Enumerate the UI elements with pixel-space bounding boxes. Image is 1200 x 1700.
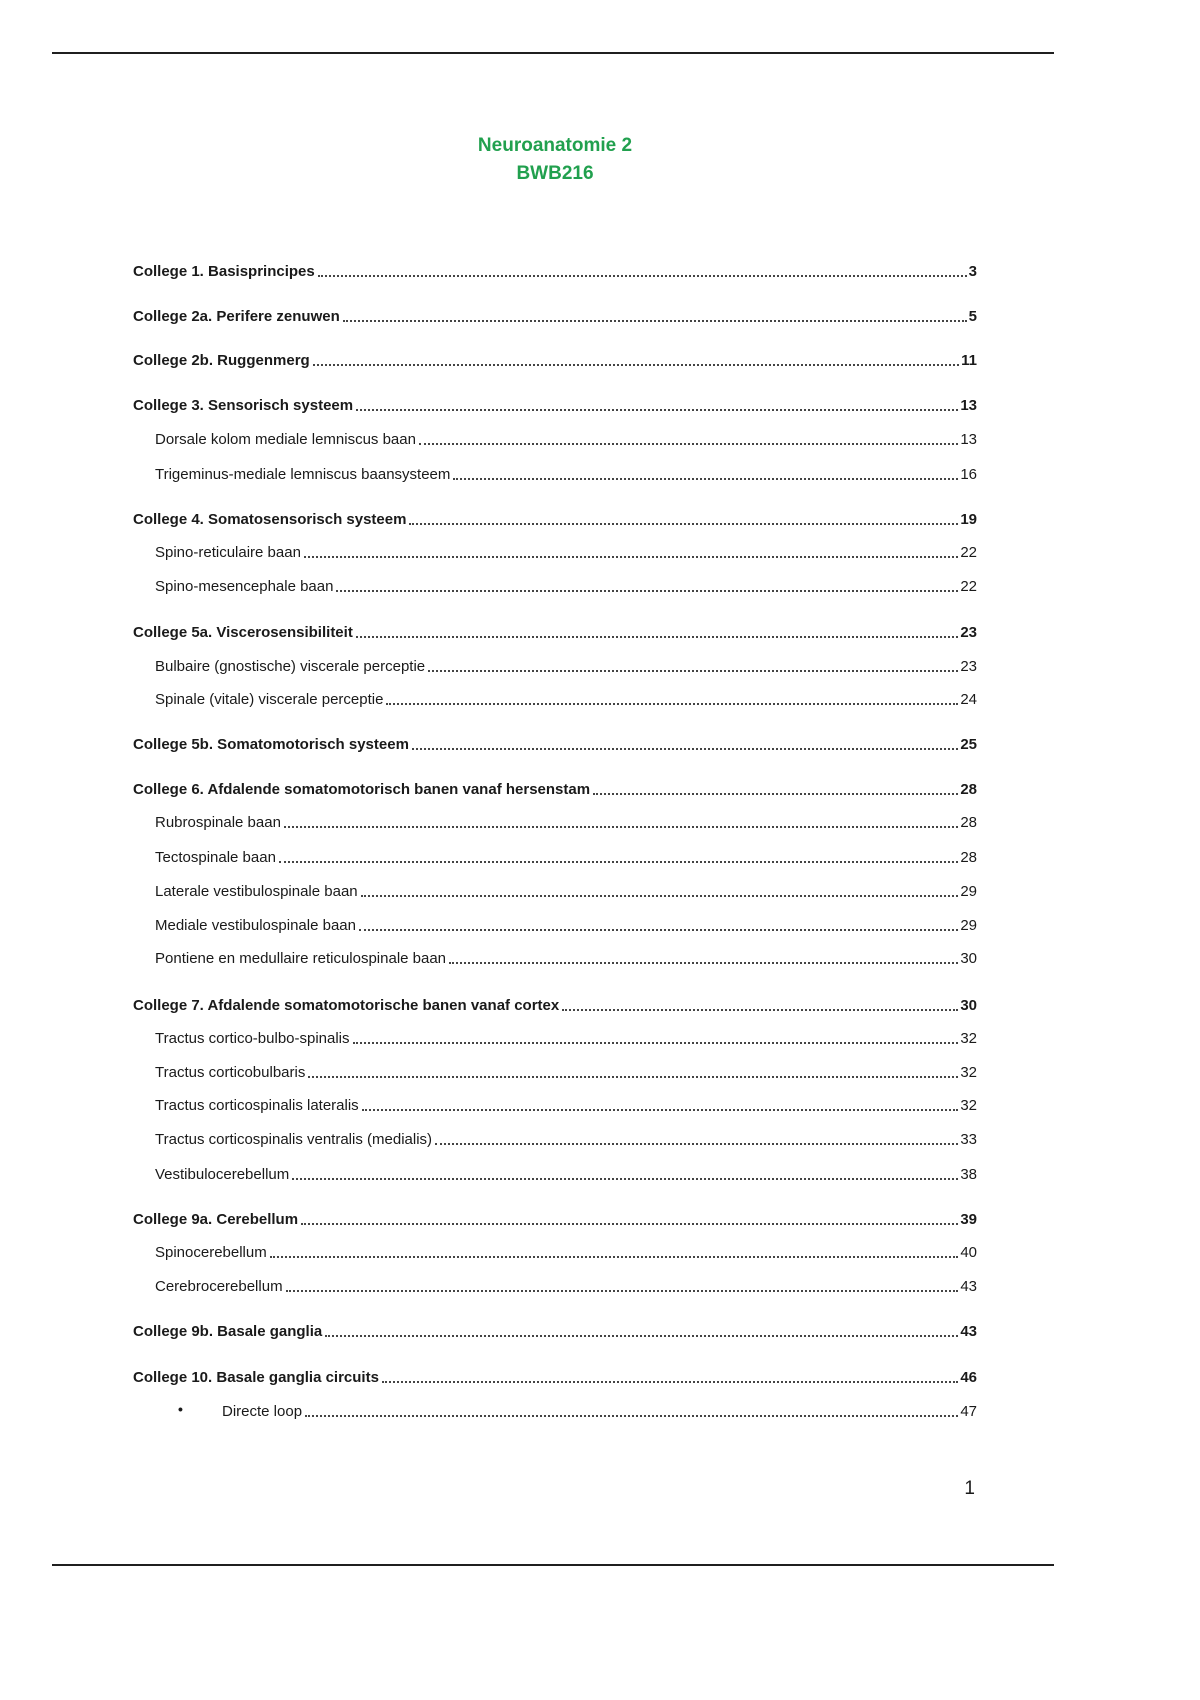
toc-dot-leader [562, 1009, 958, 1011]
toc-entry[interactable] [133, 389, 977, 415]
toc-dot-leader [412, 748, 958, 750]
toc-dot-leader [292, 1178, 958, 1180]
toc-entry[interactable] [155, 942, 977, 968]
toc-entry-label: Rubrospinale baan [155, 814, 281, 831]
toc-dot-leader [435, 1143, 958, 1145]
toc-dot-leader [453, 478, 958, 480]
toc-entry[interactable] [133, 728, 977, 754]
toc-entry-label: Tractus cortico-bulbo-spinalis [155, 1030, 350, 1047]
course-code: BWB216 [516, 163, 594, 184]
toc-entry-label: Mediale vestibulospinale baan [155, 917, 356, 934]
toc-entry-page: 29 [960, 883, 977, 900]
toc-entry-page: 19 [960, 511, 977, 528]
toc-entry[interactable] [155, 1270, 977, 1296]
toc-dot-leader [428, 670, 958, 672]
toc-dot-leader [356, 636, 958, 638]
toc-entry-label: Laterale vestibulospinale baan [155, 883, 358, 900]
toc-entry-label: College 5b. Somatomotorisch systeem [133, 736, 409, 753]
toc-entry[interactable] [133, 255, 977, 281]
toc-entry[interactable] [155, 909, 977, 935]
toc-entry-label: Tractus corticospinalis lateralis [155, 1097, 359, 1114]
toc-entry[interactable] [155, 536, 977, 562]
page-number: 1 [964, 1478, 975, 1499]
toc-dot-leader [361, 895, 959, 897]
toc-dot-leader [409, 523, 958, 525]
toc-entry-label: College 6. Afdalende somatomotorisch banen vanaf hersenstam [133, 781, 591, 798]
toc-entry[interactable] [155, 1236, 977, 1262]
toc-entry-page: 38 [960, 1166, 977, 1183]
toc-entry[interactable] [155, 683, 977, 709]
toc-entry-page: 13 [960, 431, 977, 448]
toc-entry-label: College 5a. Viscerosensibiliteit [133, 624, 353, 641]
bullet-icon: • [178, 1401, 183, 1417]
toc-entry-page: 32 [960, 1097, 977, 1114]
toc-dot-leader [318, 275, 967, 277]
toc-entry[interactable] [155, 650, 977, 676]
toc-entry-label: College 9b. Basale ganglia [133, 1323, 323, 1340]
toc-entry[interactable] [133, 773, 977, 799]
toc-entry-label: Trigeminus-mediale lemniscus baansysteem [155, 466, 451, 483]
toc-entry[interactable] [155, 570, 977, 596]
toc-entry-page: 22 [960, 544, 977, 561]
toc-entry[interactable] [155, 806, 977, 832]
toc-entry[interactable] [155, 1123, 977, 1149]
toc-dot-leader [419, 443, 958, 445]
toc-entry-label: Directe loop [222, 1403, 303, 1420]
toc-entry-page: 11 [961, 352, 977, 369]
toc-entry-page: 30 [960, 997, 977, 1014]
toc-dot-leader [305, 1415, 958, 1417]
toc-dot-leader [343, 320, 967, 322]
toc-dot-leader [353, 1042, 959, 1044]
toc-entry[interactable] [133, 503, 977, 529]
toc-entry[interactable] [133, 1361, 977, 1387]
toc-entry-label: Dorsale kolom mediale lemniscus baan [155, 431, 416, 448]
toc-entry-label: Tractus corticospinalis ventralis (medialis) [155, 1131, 433, 1148]
toc-entry-label: Spinocerebellum [155, 1244, 267, 1261]
toc-entry[interactable] [133, 1203, 977, 1229]
toc-dot-leader [284, 826, 958, 828]
toc-entry-page: 16 [960, 466, 977, 483]
toc-dot-leader [313, 364, 959, 366]
toc-entry-label: College 3. Sensorisch systeem [133, 397, 354, 414]
toc-entry-page: 47 [960, 1403, 977, 1420]
toc-entry[interactable] [155, 841, 977, 867]
toc-entry[interactable] [155, 1022, 977, 1048]
toc-dot-leader [362, 1109, 959, 1111]
toc-dot-leader [279, 861, 958, 863]
toc-entry[interactable] [133, 1315, 977, 1341]
toc-entry-page: 28 [960, 781, 977, 798]
toc-entry-label: Tractus corticobulbaris [155, 1064, 306, 1081]
toc-entry-page: 40 [960, 1244, 977, 1261]
toc-entry[interactable] [155, 1089, 977, 1115]
toc-dot-leader [325, 1335, 958, 1337]
toc-entry-page: 33 [960, 1131, 977, 1148]
toc-dot-leader [382, 1381, 958, 1383]
toc-entry-page: 43 [960, 1278, 977, 1295]
toc-entry-page: 13 [960, 397, 977, 414]
toc-entry-page: 23 [960, 624, 977, 641]
toc-entry-page: 24 [960, 691, 977, 708]
toc-dot-leader [301, 1223, 958, 1225]
toc-entry-page: 28 [960, 849, 977, 866]
toc-entry[interactable] [155, 875, 977, 901]
toc-entry-page: 32 [960, 1064, 977, 1081]
toc-entry-label: Pontiene en medullaire reticulospinale baan [155, 950, 447, 967]
toc-dot-leader [386, 703, 958, 705]
toc-entry[interactable] [155, 1158, 977, 1184]
toc-entry-page: 46 [960, 1369, 977, 1386]
toc-entry-label: College 9a. Cerebellum [133, 1211, 299, 1228]
toc-dot-leader [449, 962, 958, 964]
toc-entry-label: College 2b. Ruggenmerg [133, 352, 310, 369]
toc-entry-label: Vestibulocerebellum [155, 1166, 290, 1183]
toc-dot-leader [336, 590, 958, 592]
toc-entry[interactable] [222, 1395, 977, 1421]
toc-entry[interactable] [133, 616, 977, 642]
toc-dot-leader [308, 1076, 958, 1078]
toc-entry-label: College 1. Basisprincipes [133, 263, 315, 280]
toc-entry-label: College 7. Afdalende somatomotorische banen vanaf cortex [133, 997, 560, 1014]
toc-dot-leader [593, 793, 958, 795]
toc-entry[interactable] [133, 989, 977, 1015]
toc-entry-label: Spinale (vitale) viscerale perceptie [155, 691, 384, 708]
toc-entry-label: Cerebrocerebellum [155, 1278, 283, 1295]
toc-entry-page: 22 [960, 578, 977, 595]
toc-dot-leader [359, 929, 958, 931]
toc-entry[interactable] [133, 344, 977, 370]
toc-entry-page: 39 [960, 1211, 977, 1228]
document-title: Neuroanatomie 2 [477, 135, 633, 156]
toc-dot-leader [270, 1256, 959, 1258]
toc-entry-label: College 10. Basale ganglia circuits [133, 1369, 379, 1386]
toc-entry-page: 5 [968, 308, 977, 325]
toc-entry[interactable] [155, 1056, 977, 1082]
toc-entry-page: 3 [968, 263, 977, 280]
toc-dot-leader [304, 556, 958, 558]
toc-entry-page: 25 [960, 736, 977, 753]
toc-entry[interactable] [133, 300, 977, 326]
toc-entry-label: Tectospinale baan [155, 849, 276, 866]
toc-entry-label: College 2a. Perifere zenuwen [133, 308, 340, 325]
toc-entry[interactable] [155, 458, 977, 484]
toc-entry[interactable] [155, 423, 977, 449]
toc-entry-page: 30 [960, 950, 977, 967]
toc-entry-label: College 4. Somatosensorisch systeem [133, 511, 407, 528]
toc-entry-page: 43 [960, 1323, 977, 1340]
toc-entry-page: 23 [960, 658, 977, 675]
toc-dot-leader [286, 1290, 959, 1292]
toc-dot-leader [356, 409, 958, 411]
toc-entry-label: Spino-mesencephale baan [155, 578, 334, 595]
toc-entry-label: Spino-reticulaire baan [155, 544, 301, 561]
toc-entry-label: Bulbaire (gnostische) viscerale perceptie [155, 658, 426, 675]
toc-entry-page: 28 [960, 814, 977, 831]
footer-rule [52, 1564, 1054, 1566]
toc-entry-page: 32 [960, 1030, 977, 1047]
toc-entry-page: 29 [960, 917, 977, 934]
